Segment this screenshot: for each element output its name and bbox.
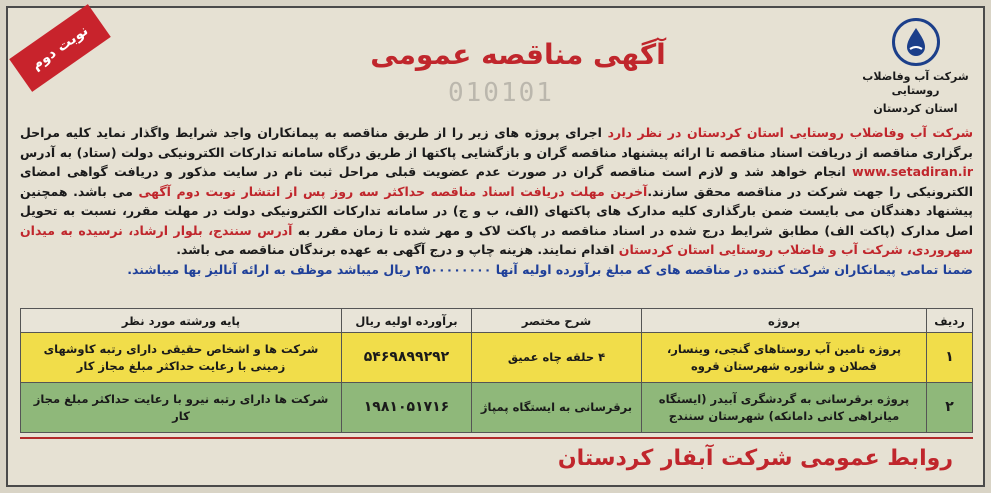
header-project: پروژه [642, 309, 927, 333]
summary-cell: ۴ حلقه چاه عمیق [472, 333, 642, 383]
header-summary: شرح مختصر [472, 309, 642, 333]
tender-table [20, 308, 973, 433]
table-row [21, 383, 973, 433]
website-link[interactable]: www.setadiran.ir [852, 164, 973, 179]
organization-name-line2: استان کردستان [873, 102, 958, 115]
body-text-4: اقدام نمایند. هزینه چاپ و درج آگهی به عهده برندگان مناقصه می باشد. [176, 242, 619, 257]
body-intro-red: شرکت آب وفاضلاب روستایی استان کردستان در نظر دارد [607, 125, 974, 140]
analysis-requirement-note: ضمنا تمامی پیمانکاران شرکت کننده در مناقصه های که مبلغ برآورده اولیه آنها ۲۵۰۰۰۰۰۰۰۰ ریال میباشد موظف به ارائه آنالیز بها میباشند. [127, 261, 973, 277]
project-cell: پروژه تامین آب روستاهای گنجی، وینسار، قصلان و شانوره شهرستان قروه [642, 333, 927, 383]
body-text-1: اجرای پروژه های زیر را از طریق مناقصه به پیمانکاران واجد شرایط واگذار نماید کلیه مراحل برگزاری مناقصه از دریافت اسناد مناقصه تا ارائه پیشنهاد مناقصه گران و بازگشایی پاکتها از طریق درگاه سامانه تدارکات الکترونیکی دولت (ستاد) به آدرس [20, 125, 973, 160]
estimate-cell: ۱۹۸۱۰۵۱۷۱۶ [342, 383, 472, 433]
deadline-note: آخرین مهلت دریافت اسناد مناقصه حداکثر سه روز پس از انتشار نوبت دوم آگهی [138, 183, 648, 199]
page-title: آگهی مناقصه عمومی [370, 38, 666, 71]
footer-public-relations: روابط عمومی شرکت آبفار کردستان [20, 437, 973, 477]
summary-cell: برقرسانی به ایستگاه پمپاژ [472, 383, 642, 433]
body-text-2: انجام خواهد شد و لازم است مناقصه گران در صورت عدم عضویت قبلی مراحل ثبت نام در سایت مذکور و دریافت گواهی امضای الکترونیکی را جهت شرکت در مناقصه محقق سازند. [20, 164, 973, 199]
address-text: آدرس سنندج، بلوار ارشاد، نرسیده به میدان سهروردی، شرکت آب و فاضلاب روستایی استان کردستان [20, 222, 973, 257]
header-estimate: برآورده اولیه ریال [342, 309, 472, 333]
header-grade: پایه ورشته مورد نظر [21, 309, 342, 333]
row-number: ۱ [927, 333, 973, 383]
grade-cell: شرکت ها دارای رتبه نیرو با رعایت حداکثر مبلغ مجاز کار [21, 383, 342, 433]
water-drop-logo-icon [892, 18, 940, 66]
announcement-body [20, 123, 973, 279]
watermark-text: 010101 [448, 78, 554, 108]
advertisement-page [6, 6, 985, 487]
organization-name-line1: شرکت آب وفاضلاب روستایی [862, 70, 969, 97]
organization-logo-block [858, 18, 973, 118]
header-row-number: ردیف [927, 309, 973, 333]
table-row [21, 333, 973, 383]
row-number: ۲ [927, 383, 973, 433]
second-notice-ribbon: نوبت دوم [9, 4, 111, 92]
project-cell: پروژه برقرسانی به گردشگری آبیدر (ایستگاه میانراهی کانی دامانکه) شهرستان سنندج [642, 383, 927, 433]
grade-cell: شرکت ها و اشخاص حقیقی دارای رتبه کاوشهای زمینی با رعایت حداکثر مبلغ مجاز کار [21, 333, 342, 383]
table-header-row [21, 309, 973, 333]
estimate-cell: ۵۴۶۹۸۹۹۲۹۲ [342, 333, 472, 383]
body-text-3: می باشد. همچنین پیشنهاد دهندگان می بایست ضمن بارگذاری کلیه مدارک های پاکتهای (الف، ب و ج) در سامانه تدارکات الکترونیکی دولت در مهلت مقرر، نسبت به تحویل اصل مدارک (پاکت الف) مطابق شرایط درج شده در اسناد مناقصه در پاکت لاک و مهر شده تا زمان مقرر به [20, 183, 973, 238]
